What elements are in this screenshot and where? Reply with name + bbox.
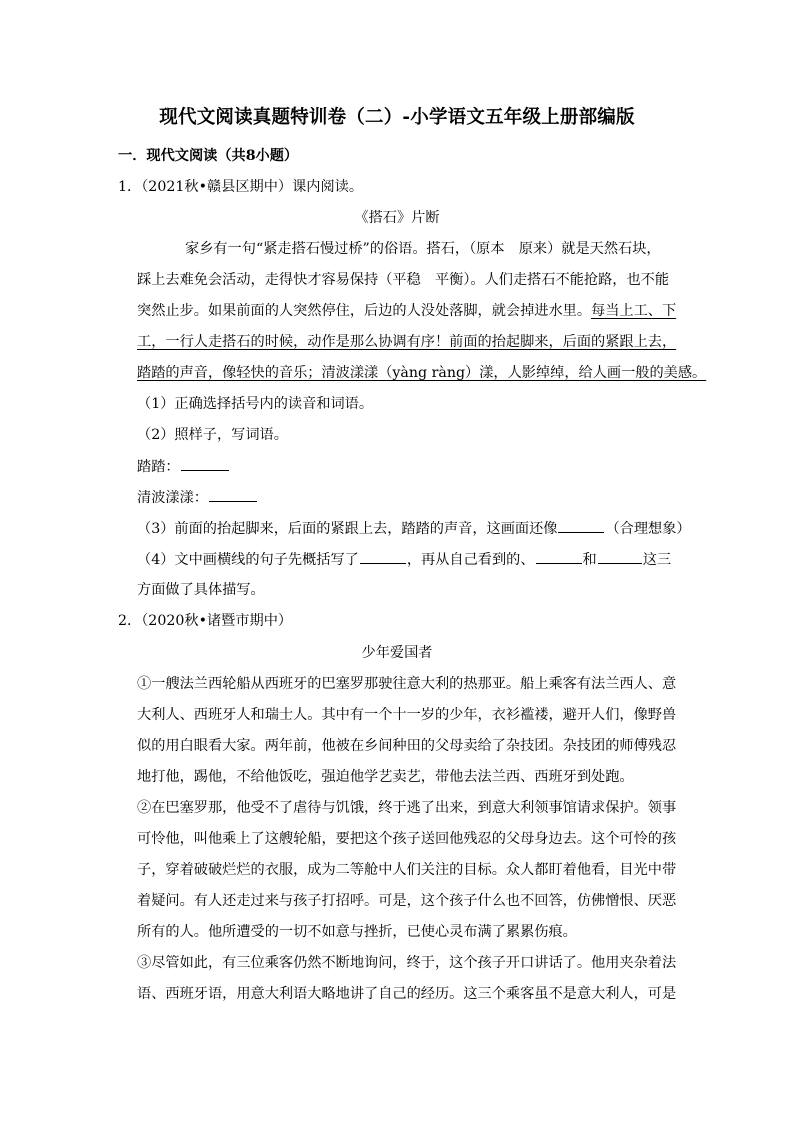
answer-blank[interactable] [598, 549, 642, 564]
q1-subquestion-3 [137, 518, 691, 539]
q1-subquestion-4 [137, 549, 671, 570]
answer-blank[interactable] [209, 487, 257, 502]
answer-blank[interactable] [181, 456, 229, 471]
q2-passage-line: 地打他，踢他，不给他饭吃，强迫他学艺卖艺，带他去法兰西、西班牙到处跑。 [137, 769, 634, 785]
q1-underlined-sentence: 踏踏的声音，像轻快的音乐；清波漾漾（yàng ràng）漾，人影绰绰，给人画一般的美感。 [137, 365, 707, 381]
q2-passage-line: 语、西班牙语，用意大利语大略地讲了自己的经历。这三个乘客虽不是意大利人，可是 [137, 986, 677, 1002]
q2-passage-title: 少年爱国者 [361, 645, 433, 661]
q2-passage-line: 着疑问。有人还走过来与孩子打招呼。可是，这个孩子什么也不回答，仿佛憎恨、厌恶 [137, 893, 677, 909]
q1-label-qingbo: 清波漾漾： [137, 490, 208, 506]
q1-passage-text: 突然止步。如果前面的人突然停住，后边的人没处落脚，就会掉进水里。 [137, 303, 592, 319]
q1-answer-row [137, 456, 230, 477]
q2-passage-line: 子，穿着破破烂烂的衣服，成为二等舱中人们关注的目标。众人都盯着他看，目光中带 [137, 862, 677, 878]
section-heading: 一．现代文阅读（共8小题） [118, 148, 299, 164]
q2-passage-line: ①一艘法兰西轮船从西班牙的巴塞罗那驶往意大利的热那亚。船上乘客有法兰西人、意 [137, 676, 677, 692]
answer-blank[interactable] [558, 518, 604, 533]
q1-sub4-text: ，再从自己看到的、 [406, 552, 535, 568]
q1-sub4-text: 这三 [642, 552, 672, 568]
page-title: 现代文阅读真题特训卷（二）-小学语文五年级上册部编版 [159, 107, 635, 128]
q2-passage-line: ③尽管如此，有三位乘客仍然不断地询问，终于，这个孩子开口讲话了。他用夹杂着法 [137, 955, 677, 971]
question-1-header: 1．（2021秋•赣县区期中）课内阅读。 [118, 179, 364, 195]
q2-passage-line: 所有的人。他所遭受的一切不如意与挫折，已使心灵布满了累累伤痕。 [137, 924, 577, 940]
q1-sub4-text: 和 [582, 552, 597, 568]
question-2-header: 2．（2020秋•诸暨市期中） [118, 613, 293, 629]
answer-blank[interactable] [536, 549, 582, 564]
q1-passage-title: 《搭石》片断 [354, 210, 440, 226]
q2-passage-line: 大利人、西班牙人和瑞士人。其中有一个十一岁的少年，衣衫褴褛，避开人们，像野兽 [137, 707, 677, 723]
q1-passage-line: 家乡有一句“紧走搭石慢过桥”的俗语。搭石，（原本 原来）就是天然石块， [185, 241, 661, 257]
q1-underlined-sentence: 每当上工、下 [591, 303, 677, 319]
q1-passage-line [137, 301, 676, 321]
q1-subquestion-2: （2）照样子，写词语。 [137, 427, 288, 443]
q1-label-tata: 踏踏： [137, 459, 180, 475]
q1-subquestion-4-cont: 方面做了具体描写。 [137, 582, 265, 598]
q1-subquestion-1: （1）正确选择括号内的读音和词语。 [137, 396, 374, 412]
q1-answer-row [137, 487, 258, 508]
q2-passage-line: 可怜他，叫他乘上了这艘轮船，要把这个孩子送回他残忍的父母身边去。这个可怜的孩 [137, 831, 677, 847]
answer-blank[interactable] [360, 549, 406, 564]
q1-sub4-text: （4）文中画横线的句子先概括写了 [137, 552, 359, 568]
q1-sub3-hint: （合理想象） [605, 521, 691, 537]
q2-passage-line: ②在巴塞罗那，他受不了虐待与饥饿，终于逃了出来，到意大利领事馆请求保护。领事 [137, 800, 677, 816]
q2-passage-line: 似的用白眼看大家。两年前，他被在乡间种田的父母卖给了杂技团。杂技团的师傅残忍 [137, 738, 677, 754]
q1-sub3-text: （3）前面的抬起脚来，后面的紧跟上去，踏踏的声音，这画面还像 [137, 521, 558, 537]
q1-passage-line: 踩上去难免会活动，走得快才容易保持（平稳 平衡）。人们走搭石不能抢路，也不能 [137, 272, 670, 288]
q1-underlined-sentence: 工，一行人走搭石的时候，动作是那么协调有序！前面的抬起脚来，后面的紧跟上去， [137, 334, 677, 350]
